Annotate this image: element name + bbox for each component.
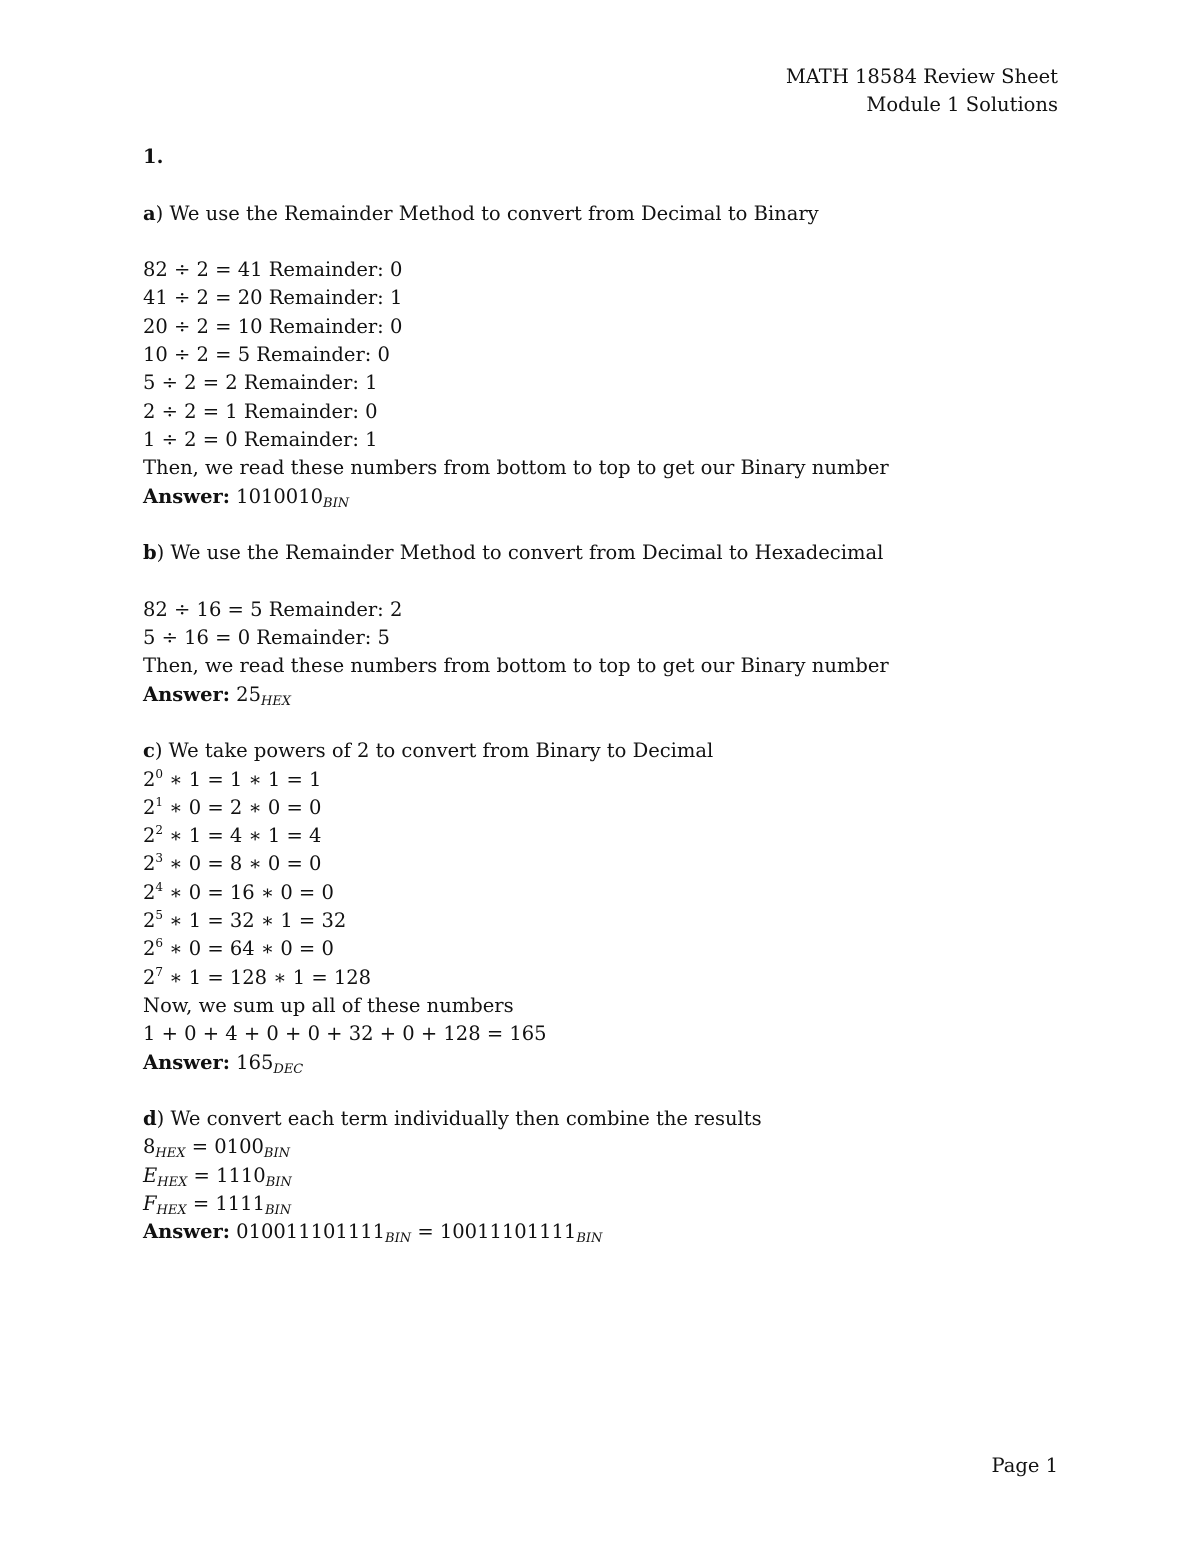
solutions-body [143,143,1063,1247]
part-b-step: 82 ÷ 16 = 5 Remainder: 2 [143,597,403,621]
part-c-sum-text: Now, we sum up all of these numbers [143,993,514,1017]
course-title: MATH 18584 Review Sheet [785,65,1058,88]
page-header [786,63,1058,119]
part-b-step: 5 ÷ 16 = 0 Remainder: 5 [143,626,390,650]
part-b-conclusion: Then, we read these numbers from bottom to top to get our Binary number [143,654,889,678]
module-subtitle: Module 1 Solutions [866,93,1058,116]
part-b-intro [143,539,1063,567]
power-step: $2^6$ ∗ 0 = 64 ∗ 0 = 0 [143,936,334,961]
part-a-step: 82 ÷ 2 = 41 Remainder: 0 [143,258,403,282]
answer-value: 25 [236,682,261,706]
power-step: $2^5$ ∗ 1 = 32 ∗ 1 = 32 [143,908,347,933]
part-a-step: 5 ÷ 2 = 2 Remainder: 1 [143,371,378,395]
part-b-label: b [143,541,157,565]
power-step: $2^0$ ∗ 1 = 1 ∗ 1 = 1 [143,766,322,791]
power-step: $2^2$ ∗ 1 = 4 ∗ 1 = 4 [143,823,322,848]
part-d-intro [143,1105,1063,1133]
base-subscript: BIN [323,495,350,511]
answer-label: Answer: [143,484,230,508]
part-a-step: 1 ÷ 2 = 0 Remainder: 1 [143,427,378,451]
part-a-intro-text: ) We use the Remainder Method to convert from Decimal to Binary [155,201,819,225]
problem-number: 1. [143,145,164,168]
power-step: $2^1$ ∗ 0 = 2 ∗ 0 = 0 [143,794,322,819]
answer-value: 1010010 [236,484,324,508]
part-c-label: c [143,739,155,763]
answer-label: Answer: [143,682,230,706]
part-a-step: 41 ÷ 2 = 20 Remainder: 1 [143,286,403,310]
answer-label: Answer: [143,1220,230,1244]
part-a-step: 10 ÷ 2 = 5 Remainder: 0 [143,343,390,367]
part-a-label: a [143,201,156,225]
page-number: Page 1 [991,1454,1058,1477]
part-a-step: 2 ÷ 2 = 1 Remainder: 0 [143,399,378,423]
power-step: $2^3$ ∗ 0 = 8 ∗ 0 = 0 [143,851,322,876]
base-subscript: BIN [385,1231,412,1247]
part-c-intro-text: ) We take powers of 2 to convert from Binary to Decimal [154,739,714,763]
base-subscript: DEC [273,1061,304,1077]
part-a-answer [143,483,1063,511]
base-subscript: BIN [576,1231,603,1247]
power-step: $2^4$ ∗ 0 = 16 ∗ 0 = 0 [143,879,334,904]
part-d-answer [143,1218,1063,1246]
answer-value: 010011101111 [236,1220,386,1244]
part-d-intro-text: ) We convert each term individually then combine the results [156,1107,762,1131]
part-a-steps [143,256,1063,454]
base-subscript: HEX [260,693,292,709]
answer-value: 165 [236,1050,274,1074]
answer-equivalent: = 10011101111 [411,1220,577,1244]
hex-term-step: $E_{HEX} = 1110_{BIN}$ [143,1163,292,1190]
hex-term-step: $F_{HEX} = 1111_{BIN}$ [143,1191,292,1218]
part-c-sum-equation: 1 + 0 + 4 + 0 + 0 + 32 + 0 + 128 = 165 [143,1022,547,1046]
part-c-answer [143,1049,1063,1077]
part-a-step: 20 ÷ 2 = 10 Remainder: 0 [143,314,403,338]
answer-label: Answer: [143,1050,230,1074]
part-a-intro [143,200,1063,228]
part-a-conclusion: Then, we read these numbers from bottom to top to get our Binary number [143,456,889,480]
part-d-label: d [143,1107,157,1131]
part-b-intro-text: ) We use the Remainder Method to convert from Decimal to Hexadecimal [156,541,884,565]
part-b-answer [143,681,1063,709]
power-step: $2^7$ ∗ 1 = 128 ∗ 1 = 128 [143,964,372,989]
hex-term-step: $8_{HEX} = 0100_{BIN}$ [143,1135,290,1162]
part-c-intro [143,737,1063,765]
